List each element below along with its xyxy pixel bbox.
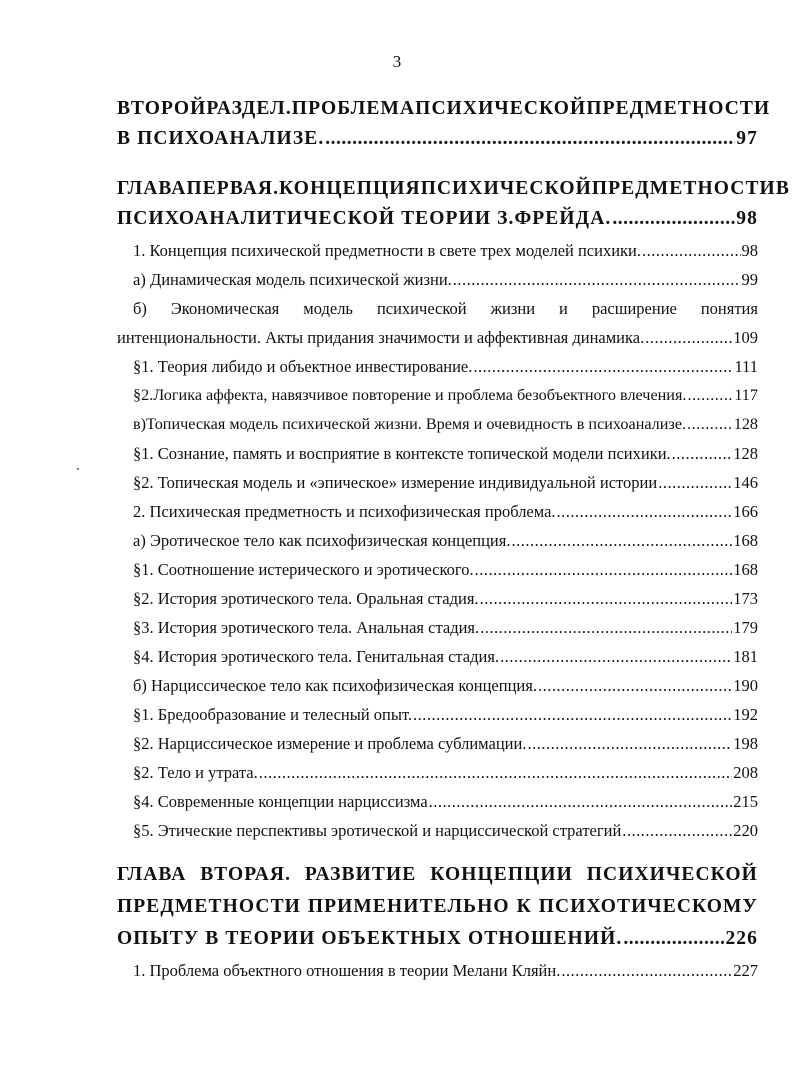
heading-word: ПСИХИЧЕСКОЙ xyxy=(415,98,587,119)
dot-leader xyxy=(561,961,732,981)
page-ref: 192 xyxy=(733,705,758,724)
heading-word: ПРОБЛЕМА xyxy=(291,98,416,119)
entry-word: расширение xyxy=(591,299,677,318)
toc-entry[interactable] xyxy=(133,821,758,841)
heading-word: В xyxy=(775,178,790,199)
dot-leader xyxy=(623,928,724,950)
page-ref: 168 xyxy=(733,531,758,550)
part2-heading-line2 xyxy=(117,128,758,150)
entry-title: б) Нарциссическое тело как психофизическая концепция. xyxy=(133,676,537,695)
dot-leader xyxy=(557,502,733,522)
toc-entry[interactable] xyxy=(133,444,758,464)
dot-leader xyxy=(429,792,733,812)
heading-word: К xyxy=(516,896,532,917)
heading-word: ВТОРОЙ xyxy=(117,98,207,119)
entry-title: §2. Нарциссическое измерение и проблема сублимации. xyxy=(133,734,527,753)
dot-leader xyxy=(480,618,732,638)
toc-entry[interactable] xyxy=(133,647,758,667)
dot-leader xyxy=(672,444,733,464)
entry-word: психической xyxy=(376,299,467,318)
heading-word: ВТОРАЯ. xyxy=(200,864,292,885)
heading-word: ГЛАВА xyxy=(117,864,187,885)
toc-entry[interactable] xyxy=(133,270,758,290)
heading-text: ПСИХОАНАЛИТИЧЕСКОЙ ТЕОРИИ З.ФРЕЙДА. xyxy=(117,208,612,229)
dot-leader xyxy=(642,241,740,261)
entry-title: а) Динамическая модель психической жизни. xyxy=(133,270,452,289)
toc-entry[interactable] xyxy=(133,357,758,377)
entry-title: 1. Концепция психической предметности в свете трех моделей психики. xyxy=(133,241,642,260)
entry-word: и xyxy=(559,299,568,318)
page-ref: 173 xyxy=(733,589,758,608)
chapter2-heading-line3 xyxy=(117,928,758,950)
entry-title: §2. История эротического тела. Оральная стадия. xyxy=(133,589,479,608)
scan-speck xyxy=(77,468,79,470)
toc-entry[interactable] xyxy=(133,415,758,434)
toc-entry[interactable] xyxy=(133,560,758,580)
entry-title: интенциональности. Акты придания значимости и аффективная динамика. xyxy=(117,328,645,347)
page-ref: 166 xyxy=(733,502,758,521)
page-ref: 208 xyxy=(733,763,758,782)
heading-word: КОНЦЕПЦИИ xyxy=(430,864,573,885)
page-ref: 98 xyxy=(741,241,758,260)
page-ref: 109 xyxy=(733,328,758,347)
entry-title: §5. Этические перспективы эротической и нарциссической стратегий xyxy=(133,821,622,840)
chapter2-heading-line1 xyxy=(117,864,758,886)
page-ref: 99 xyxy=(741,270,758,289)
entry-title: §1. Теория либидо и объектное инвестирование. xyxy=(133,357,473,376)
dot-leader xyxy=(687,386,733,405)
dot-leader xyxy=(453,270,741,290)
page-ref: 97 xyxy=(736,128,758,149)
dot-leader xyxy=(658,473,732,493)
dot-leader xyxy=(473,357,733,377)
toc-entry[interactable] xyxy=(133,961,758,981)
page-ref: 198 xyxy=(733,734,758,753)
heading-word: ПРЕДМЕТНОСТИ xyxy=(586,98,771,119)
entry-title: §2. Тело и утрата. xyxy=(133,763,258,782)
toc-entry[interactable] xyxy=(133,531,758,551)
entry-title: §2. Топическая модель и «эпическое» измерение индивидуальной истории xyxy=(133,473,658,492)
heading-word: ПСИХИЧЕСКОЙ xyxy=(420,178,592,199)
heading-word: ПРЕДМЕТНОСТИ xyxy=(591,178,776,199)
heading-word: ПСИХИЧЕСКОЙ xyxy=(586,864,758,885)
toc-entry[interactable] xyxy=(133,386,758,405)
entry-title: §1. Бредообразование и телесный опыт. xyxy=(133,705,413,724)
dot-leader xyxy=(511,531,732,551)
heading-word: ПРЕДМЕТНОСТИ xyxy=(117,896,301,917)
entry-word: Экономическая xyxy=(170,299,280,318)
page-ref: 215 xyxy=(733,792,758,811)
page-ref: 146 xyxy=(733,473,758,492)
heading-word: КОНЦЕПЦИЯ xyxy=(279,178,421,199)
entry-word: б) xyxy=(133,299,147,318)
toc-entry[interactable] xyxy=(117,328,758,348)
page-ref: 128 xyxy=(733,415,758,433)
page-ref: 168 xyxy=(733,560,758,579)
entry-title: §1. Соотношение истерического и эротического. xyxy=(133,560,474,579)
dot-leader xyxy=(259,763,732,783)
toc-entry[interactable] xyxy=(133,734,758,754)
entry-word: модель xyxy=(303,299,353,318)
dot-leader xyxy=(687,415,733,434)
entry-title: §1. Сознание, память и восприятие в контексте топической модели психики. xyxy=(133,444,671,463)
chapter1-heading-line1 xyxy=(117,178,790,200)
entry-title: §2.Логика аффекта, навязчивое повторение и проблема безобъектного влечения. xyxy=(133,386,687,404)
toc-entry[interactable] xyxy=(133,589,758,609)
toc-entry[interactable] xyxy=(133,618,758,638)
chapter2-heading-line2 xyxy=(117,896,758,918)
page-ref: 111 xyxy=(734,357,758,376)
heading-text: ОПЫТУ В ТЕОРИИ ОБЪЕКТНЫХ ОТНОШЕНИЙ. xyxy=(117,928,623,949)
heading-word: РАЗВИТИЕ xyxy=(304,864,417,885)
page-ref: 128 xyxy=(733,444,758,463)
page-ref: 190 xyxy=(733,676,758,695)
toc-entry-line1[interactable] xyxy=(133,299,758,319)
entry-title: §4. Современные концепции нарциссизма xyxy=(133,792,428,811)
heading-text: В ПСИХОАНАЛИЗЕ. xyxy=(117,128,325,149)
heading-word: РАЗДЕЛ. xyxy=(206,98,292,119)
page-ref: 226 xyxy=(725,928,758,949)
chapter1-heading-line2 xyxy=(117,208,758,230)
dot-leader xyxy=(500,647,732,667)
dot-leader xyxy=(527,734,732,754)
page-number: 3 xyxy=(392,52,402,71)
page-ref: 117 xyxy=(734,386,758,404)
toc-entry[interactable] xyxy=(133,763,758,783)
toc-entry[interactable] xyxy=(133,473,758,493)
dot-leader xyxy=(645,328,732,348)
heading-word: ГЛАВА xyxy=(117,178,187,199)
entry-title: а) Эротическое тело как психофизическая концепция. xyxy=(133,531,511,550)
dot-leader xyxy=(538,676,732,696)
part2-heading-line1 xyxy=(117,98,771,120)
entry-word: понятия xyxy=(700,299,758,318)
toc-entry[interactable] xyxy=(133,502,758,522)
dot-leader xyxy=(612,208,735,230)
dot-leader xyxy=(413,705,732,725)
entry-title: §3. История эротического тела. Анальная стадия. xyxy=(133,618,480,637)
dot-leader xyxy=(480,589,733,609)
entry-title: 1. Проблема объектного отношения в теории Мелани Кляйн. xyxy=(133,961,561,980)
dot-leader xyxy=(622,821,732,841)
page-ref: 181 xyxy=(733,647,758,666)
entry-title: §4. История эротического тела. Генитальная стадия. xyxy=(133,647,500,666)
entry-word: жизни xyxy=(490,299,536,318)
toc-entry[interactable] xyxy=(133,705,758,725)
page-ref: 220 xyxy=(733,821,758,840)
heading-word: ПСИХОТИЧЕСКОМУ xyxy=(538,896,758,917)
toc-entry[interactable] xyxy=(133,792,758,812)
page-ref: 98 xyxy=(736,208,758,229)
page-ref: 227 xyxy=(733,961,758,980)
page-ref: 179 xyxy=(733,618,758,637)
dot-leader xyxy=(325,128,735,150)
dot-leader xyxy=(475,560,733,580)
toc-entry[interactable] xyxy=(133,676,758,696)
toc-entry[interactable] xyxy=(133,241,758,261)
heading-word: ПРИМЕНИТЕЛЬНО xyxy=(307,896,510,917)
entry-title: в)Топическая модель психической жизни. Время и очевидность в психоанализе. xyxy=(133,415,687,433)
heading-word: ПЕРВАЯ. xyxy=(186,178,280,199)
entry-title: 2. Психическая предметность и психофизическая проблема. xyxy=(133,502,556,521)
